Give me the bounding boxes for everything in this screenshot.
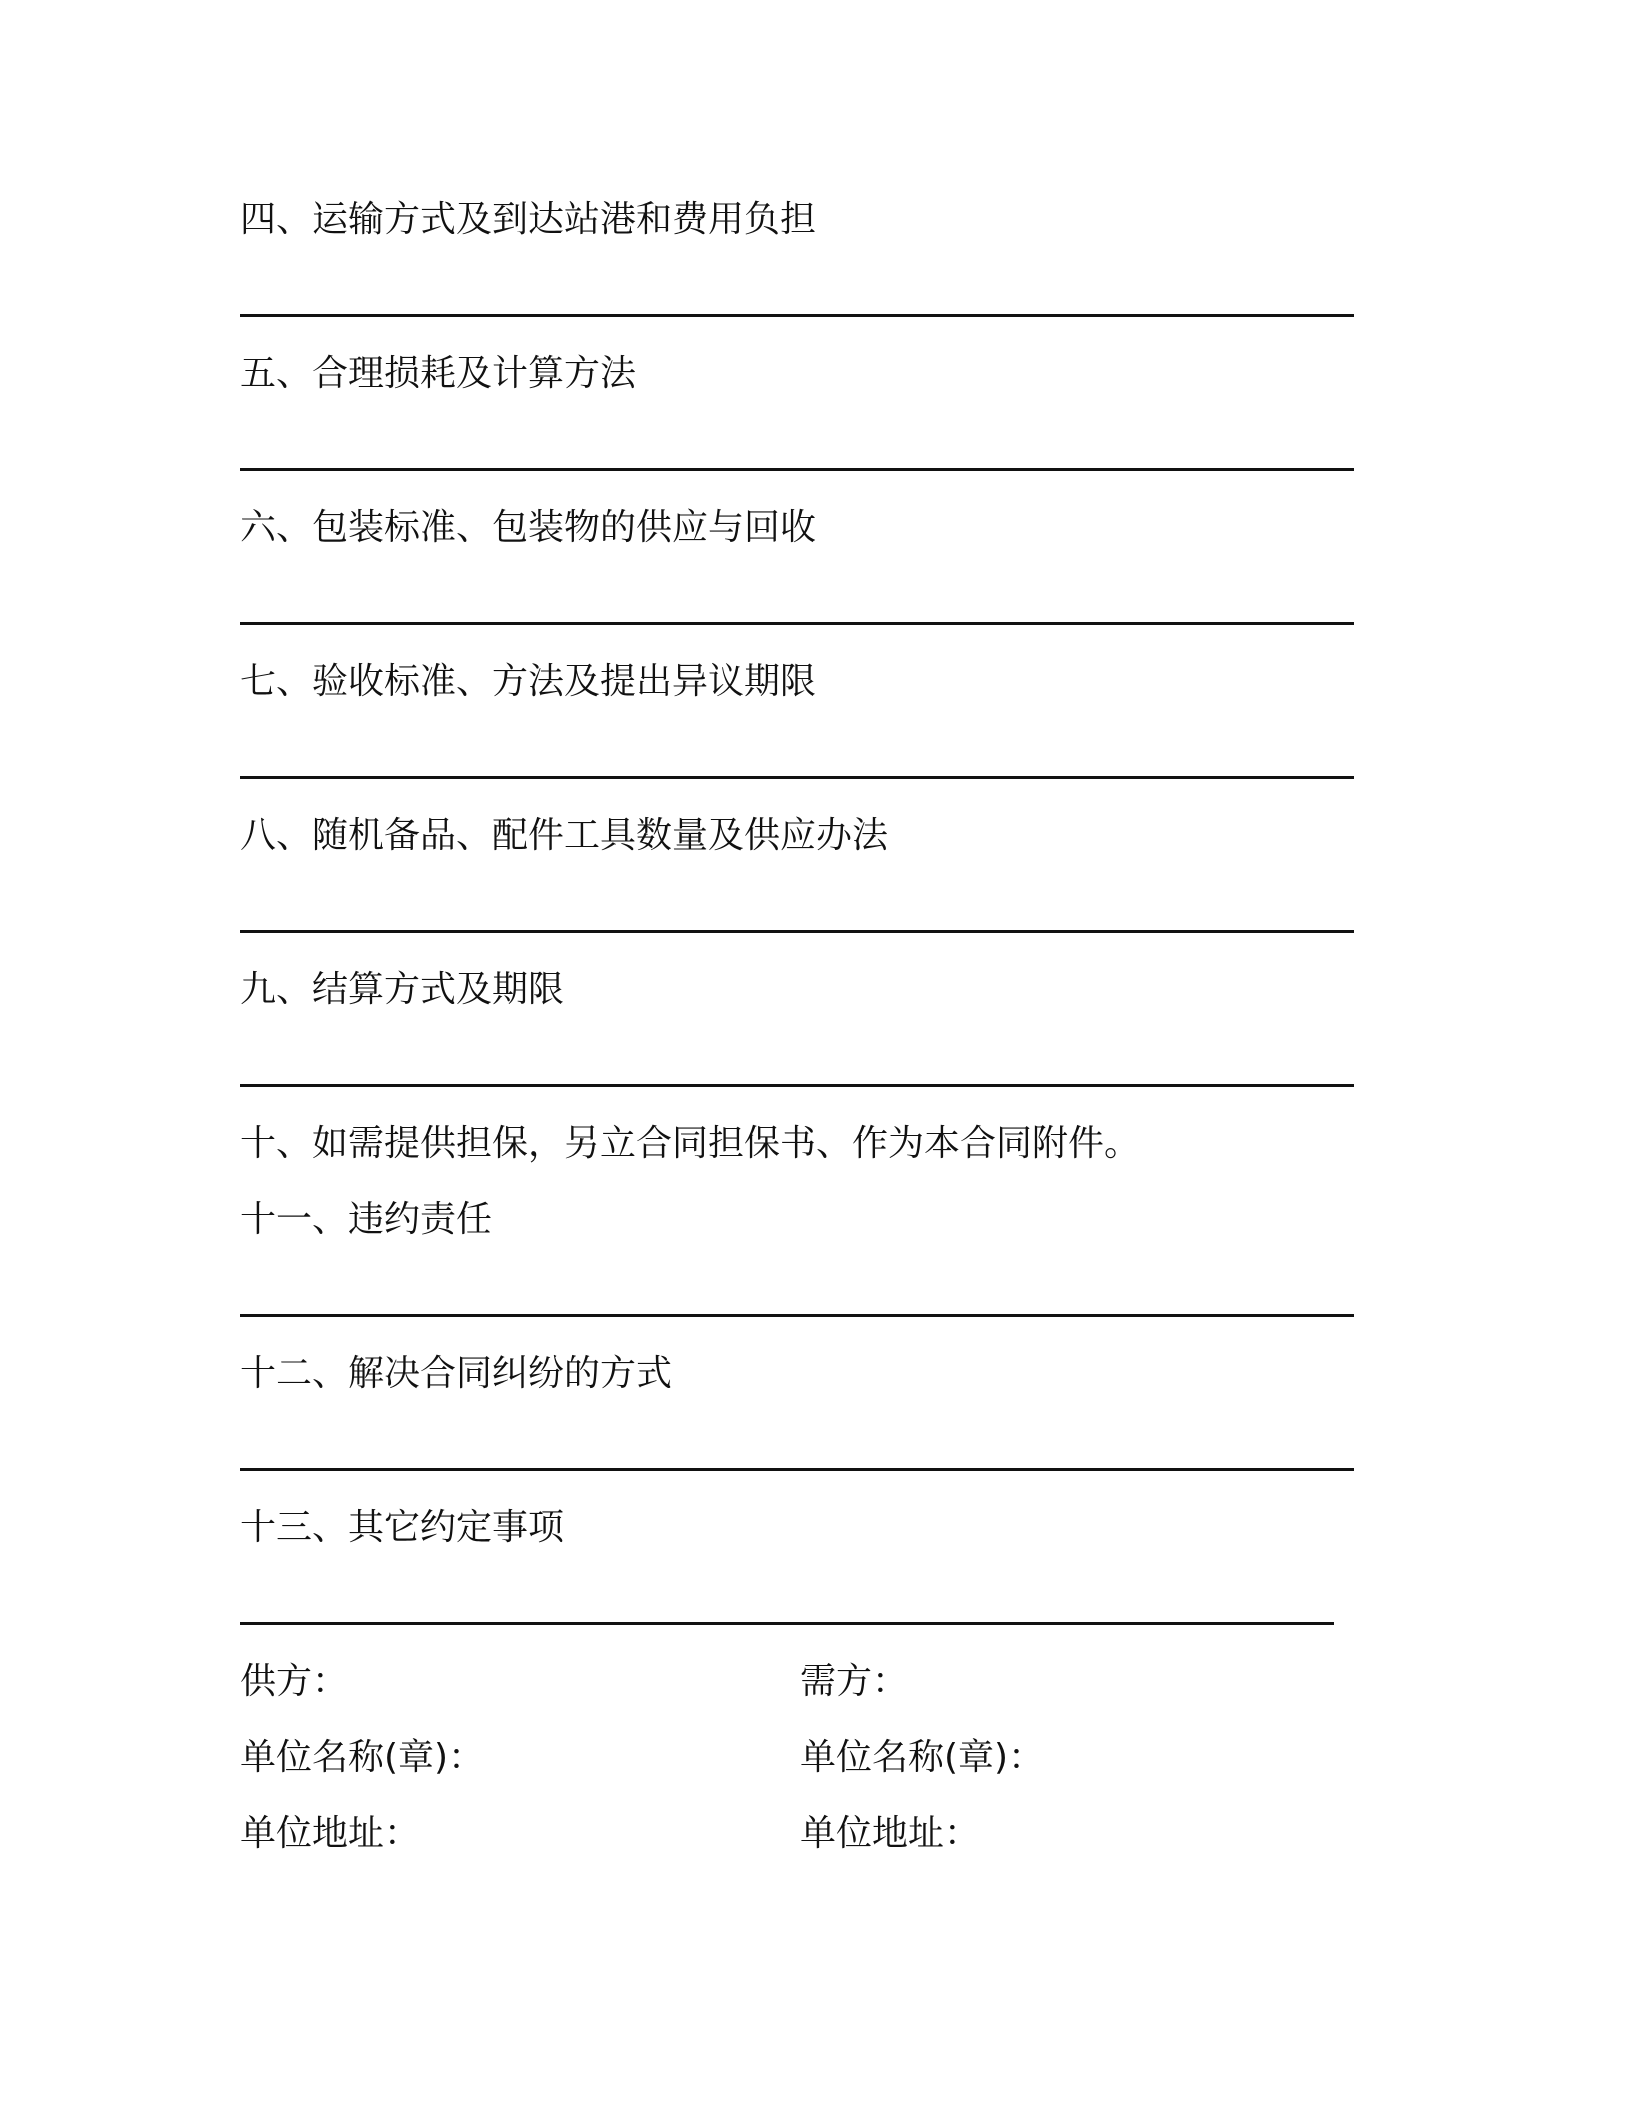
clause-5-blank-line: [240, 468, 1354, 471]
clause-5-heading: 五、合理损耗及计算方法: [240, 353, 637, 394]
clause-12-blank-line: [240, 1468, 1354, 1471]
supplier-party-label: 供方：: [240, 1661, 349, 1702]
clause-4-heading: 四、运输方式及到达站港和费用负担: [240, 199, 817, 240]
clause-7-blank-line: [240, 776, 1354, 779]
clause-9-blank-line: [240, 1084, 1354, 1087]
clause-11-blank-line: [240, 1314, 1354, 1317]
supplier-unit-address-label: 单位地址：: [240, 1813, 421, 1854]
clause-10-text: 十、如需提供担保，另立合同担保书、作为本合同附件。: [240, 1123, 1141, 1164]
buyer-party-label: 需方：: [800, 1661, 909, 1702]
clause-7-heading: 七、验收标准、方法及提出异议期限: [240, 661, 817, 702]
clause-4-blank-line: [240, 314, 1354, 317]
clause-8-blank-line: [240, 930, 1354, 933]
supplier-unit-name-label: 单位名称(章)：: [240, 1737, 485, 1778]
buyer-unit-name-label: 单位名称(章)：: [800, 1737, 1045, 1778]
clause-6-blank-line: [240, 622, 1354, 625]
clause-6-heading: 六、包装标准、包装物的供应与回收: [240, 507, 817, 548]
buyer-unit-address-label: 单位地址：: [800, 1813, 981, 1854]
clause-12-heading: 十二、解决合同纠纷的方式: [240, 1353, 673, 1394]
clause-11-heading: 十一、违约责任: [240, 1199, 493, 1240]
clause-8-heading: 八、随机备品、配件工具数量及供应办法: [240, 815, 889, 856]
clause-13-heading: 十三、其它约定事项: [240, 1507, 565, 1548]
clause-13-blank-line: [240, 1622, 1334, 1625]
clause-9-heading: 九、结算方式及期限: [240, 969, 565, 1010]
